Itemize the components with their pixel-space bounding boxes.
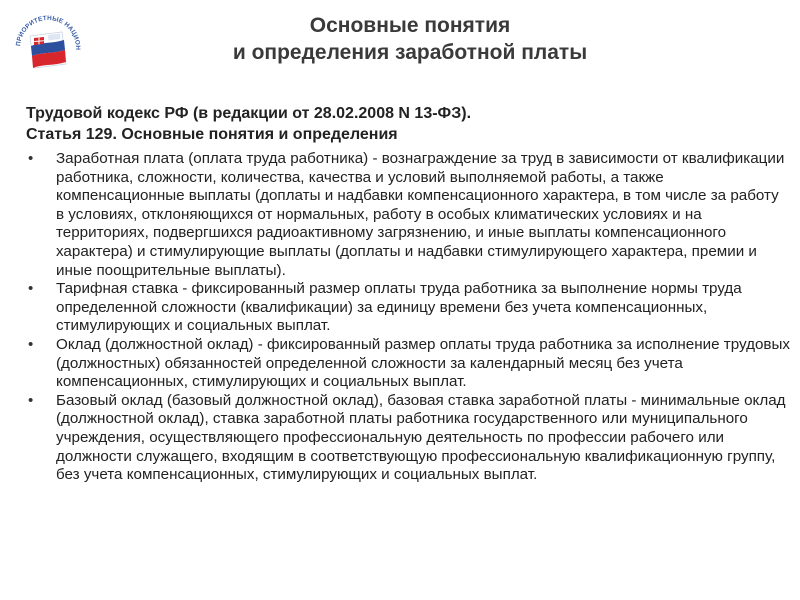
- definitions-list: [26, 150, 790, 485]
- definition-text: Тарифная ставка - фиксированный размер оплаты труда работника за выполнение нормы труда определенной сложности (квалификации) за единицу времени без учета компенсационных, стимулирующих и социальных выплат.: [56, 280, 742, 335]
- definition-item-tariff-rate: [26, 280, 790, 336]
- slide-title-line-2: и определения заработной платы: [232, 41, 588, 64]
- logo-ring-text: ПРИОРИТЕТНЫЕ НАЦИОН: [15, 14, 82, 51]
- slide-title: [130, 12, 690, 66]
- definition-item-salary: [26, 336, 790, 392]
- national-projects-logo: [8, 4, 88, 84]
- document-reference: [26, 103, 786, 145]
- definition-text: Заработная плата (оплата труда работника) - вознаграждение за труд в зависимости от квалификации работника, сложности, количества, качества и условий выполняемой работы, а также компенсационные выплаты (доплаты и надбавки компенсационного характера, в том числе за работу в условиях, отклоняющихся от нормальных, работу в особых климатических условиях и на территориях, подвергшихся радиоактивному загрязнению, и иные выплаты компенсационного характера) и стимулирующие выплаты (доплаты и надбавки стимулирующего характера, премии и иные поощрительные выплаты).: [56, 150, 785, 279]
- labor-code-source: Трудовой кодекс РФ (в редакции от 28.02.2008 N 13-ФЗ).: [26, 105, 472, 122]
- definition-item-base-salary: [26, 392, 790, 485]
- bullet-icon: •: [28, 150, 34, 167]
- bullet-icon: •: [28, 335, 34, 353]
- bullet-icon: •: [28, 280, 34, 298]
- article-title: Статья 129. Основные понятия и определения: [26, 126, 398, 143]
- definition-text: Оклад (должностной оклад) - фиксированный размер оплаты труда работника за исполнение трудовых (должностных) обязанностей определенной сложности за календарный месяц без учета компенсационных, стимулирующих и социальных выплат.: [56, 335, 790, 391]
- logo-flag-shape: [30, 32, 66, 68]
- definition-text: Базовый оклад (базовый должностной оклад), базовая ставка заработной платы - минимальные оклад (должностной оклад), ставка заработной платы работника государственного или муниципального учреждения, осуществляющего профессиональную деятельность по профессии рабочего или должности служащего, входящим в соответствующую профессиональную квалификационную группу, без учета компенсационных, стимулирующих и социальных выплат.: [56, 391, 786, 484]
- bullet-icon: •: [28, 391, 34, 409]
- national-projects-emblem-icon: [8, 4, 88, 84]
- slide-title-line-1: Основные понятия: [309, 14, 511, 37]
- definition-item-wage: [26, 150, 790, 280]
